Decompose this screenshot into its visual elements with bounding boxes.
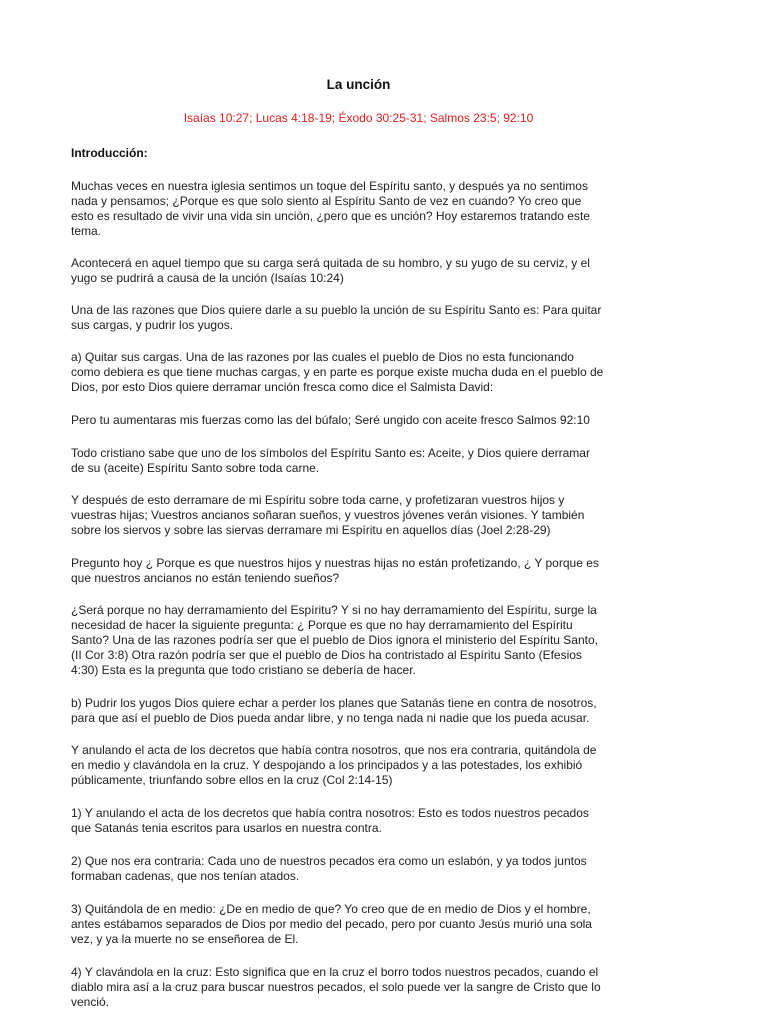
paragraph-line: esto es resultado de vivir una vida sin unción, ¿pero que es unción? Hoy estaremos tratando este xyxy=(71,209,590,223)
paragraph-line: como debiera es que tiene muchas cargas, y en parte es porque existe mucha duda en el pueblo de xyxy=(71,365,604,379)
paragraph-line: Y después de esto derramare de mi Espíritu sobre toda carne, y profetizaran vuestros hijos y xyxy=(71,493,565,507)
paragraph-line: ¿Será porque no hay derramamiento del Espíritu? Y si no hay derramamiento del Espíritu, surge la xyxy=(71,603,597,617)
paragraph-line: para que así el pueblo de Dios pueda andar libre, y no tenga nada ni nadie que los pueda acusar. xyxy=(71,711,590,725)
paragraph-line: venció. xyxy=(71,995,110,1009)
paragraph xyxy=(71,413,676,428)
paragraph-line: Muchas veces en nuestra iglesia sentimos un toque del Espíritu santo, y después ya no sentimos xyxy=(71,179,588,193)
intro-heading: Introducción: xyxy=(71,146,148,160)
paragraph-line: antes estábamos separados de Dios por medio del pecado, pero por cuanto Jesús murió una sola xyxy=(71,917,592,931)
paragraph-line: Pero tu aumentaras mis fuerzas como las del búfalo; Seré ungido con aceite fresco Salmos 92:10 xyxy=(71,413,590,427)
paragraph-line: Acontecerá en aquel tiempo que su carga será quitada de su hombro, y su yugo de su cerviz, y el xyxy=(71,256,590,270)
paragraph-line: diablo mira así a la cruz para buscar nuestros pecados, el solo puede ver la sangre de Cristo que lo xyxy=(71,980,601,994)
paragraph-line: públicamente, triunfando sobre ellos en la cruz (Col 2:14-15) xyxy=(71,773,393,787)
paragraph-line: formaban cadenas, que nos tenían atados. xyxy=(71,869,300,883)
paragraph xyxy=(71,350,676,395)
paragraph-line: vez, y ya la muerte no se enseñorea de El. xyxy=(71,932,299,946)
paragraph xyxy=(71,493,676,538)
paragraph xyxy=(71,696,676,726)
paragraph xyxy=(71,603,676,678)
paragraph xyxy=(71,902,676,947)
paragraph-line: Santo? Una de las razones podría ser que el pueblo de Dios ignora el ministerio del Espíritu Santo, xyxy=(71,633,598,647)
paragraph-line: yugo se pudrirá a causa de la unción (Isaías 10:24) xyxy=(71,271,344,285)
paragraph xyxy=(71,965,676,1010)
paragraph-line: 3) Quitándola de en medio: ¿De en medio de que? Yo creo que de en medio de Dios y el hombre, xyxy=(71,902,591,916)
paragraph xyxy=(71,743,676,788)
paragraph-line: a) Quitar sus cargas. Una de las razones por las cuales el pueblo de Dios no esta funcionando xyxy=(71,350,574,364)
paragraph-line: Y anulando el acta de los decretos que había contra nosotros, que nos era contraria, quitándola de xyxy=(71,743,597,757)
paragraph-line: (II Cor 3:8) Otra razón podría ser que el pueblo de Dios ha contristado al Espíritu Santo (Efesios xyxy=(71,648,582,662)
paragraph-line: necesidad de hacer la siguiente pregunta: ¿ Porque es que no hay derramamiento del Espíritu xyxy=(71,618,573,632)
paragraph xyxy=(71,446,676,476)
paragraph-line: sobre los siervos y sobre las siervas derramare mi Espíritu en aquellos días (Joel 2:28-29) xyxy=(71,523,551,537)
paragraph xyxy=(71,179,676,239)
paragraph-line: de su (aceite) Espíritu Santo sobre toda carne. xyxy=(71,461,320,475)
paragraph-line: nada y pensamos; ¿Porque es que solo siento al Espíritu Santo de vez en cuando? Yo creo que xyxy=(71,194,582,208)
paragraph xyxy=(71,556,676,586)
paragraph-line: 4) Y clavándola en la cruz: Esto significa que en la cruz el borro todos nuestros pecados, cuando el xyxy=(71,965,599,979)
paragraph-line: Una de las razones que Dios quiere darle a su pueblo la unción de su Espíritu Santo es: Para quitar xyxy=(71,303,602,317)
paragraph-line: vuestras hijas; Vuestros ancianos soñaran sueños, y vuestros jóvenes verán visiones. Y también xyxy=(71,508,585,522)
paragraph xyxy=(71,303,676,333)
document-title: La unción xyxy=(326,77,391,92)
paragraph-line: 4:30) Esta es la pregunta que todo cristiano se debería de hacer. xyxy=(71,663,416,677)
scripture-references: Isaías 10:27; Lucas 4:18-19; Éxodo 30:25-31; Salmos 23:5; 92:10 xyxy=(183,111,534,125)
paragraph xyxy=(71,854,676,884)
paragraph xyxy=(71,806,676,836)
paragraph-line: sus cargas, y pudrir los yugos. xyxy=(71,318,234,332)
paragraph-line: Dios, por esto Dios quiere derramar unción fresca como dice el Salmista David: xyxy=(71,380,494,394)
paragraph-line: Pregunto hoy ¿ Porque es que nuestros hijos y nuestras hijas no están profetizando, ¿ Y porque es xyxy=(71,556,599,570)
paragraph-line: que nuestros ancianos no están teniendo sueños? xyxy=(71,571,340,585)
paragraph-line: 2) Que nos era contraria: Cada uno de nuestros pecados era como un eslabón, y ya todos juntos xyxy=(71,854,587,868)
paragraph-line: tema. xyxy=(71,224,102,238)
paragraph-line: b) Pudrir los yugos Dios quiere echar a perder los planes que Satanás tiene en contra de nosotros, xyxy=(71,696,597,710)
paragraph xyxy=(71,256,676,286)
paragraph-line: Todo cristiano sabe que uno de los símbolos del Espíritu Santo es: Aceite, y Dios quiere derramar xyxy=(71,446,590,460)
paragraph-line: en medio y clavándola en la cruz. Y despojando a los principados y a las potestades, los exhibió xyxy=(71,758,583,772)
paragraph-line: que Satanás tenia escritos para usarlos en nuestra contra. xyxy=(71,821,382,835)
paragraph-line: 1) Y anulando el acta de los decretos que había contra nosotros: Esto es todos nuestros pecados xyxy=(71,806,589,820)
